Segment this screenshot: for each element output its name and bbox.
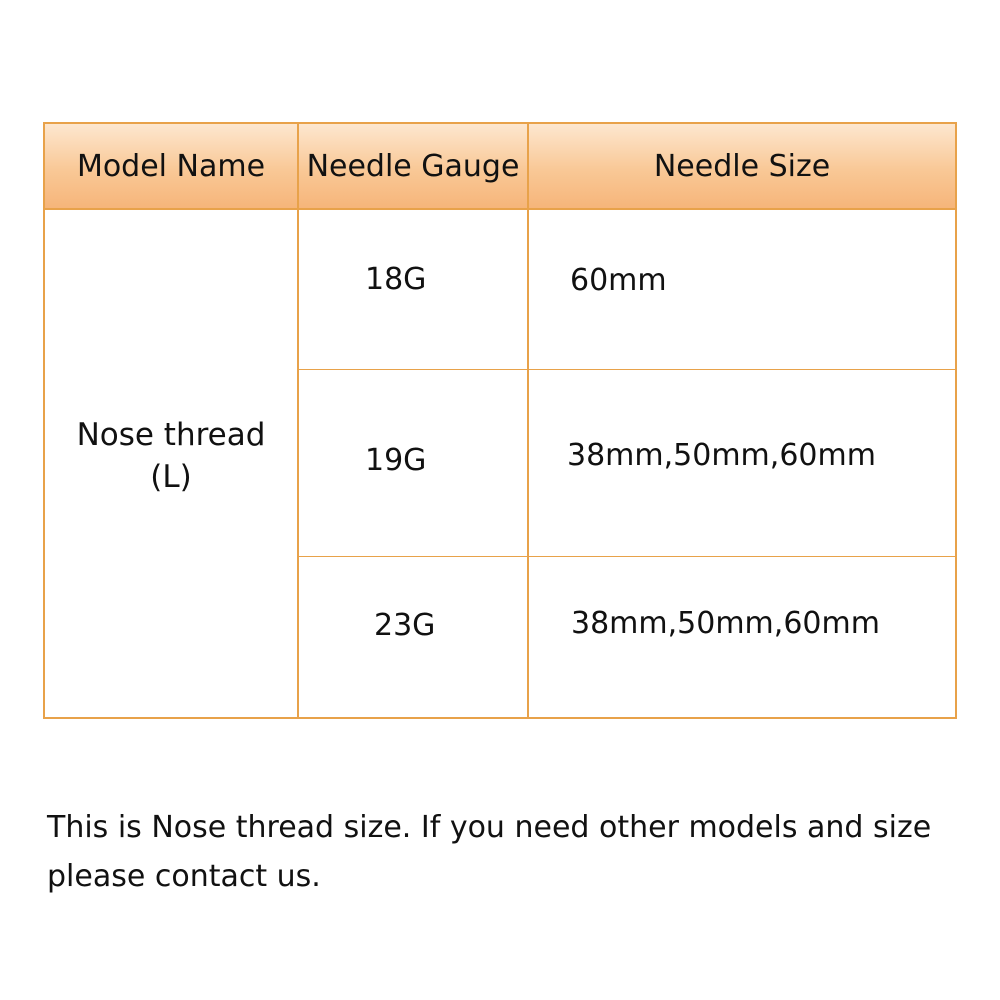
gauge-cell: 19G <box>365 443 427 478</box>
footnote-text: This is Nose thread size. If you need other models and size please contact us. <box>47 810 932 894</box>
gauge-cell: 23G <box>374 608 436 643</box>
header-needle-gauge: Needle Gauge <box>306 148 520 184</box>
size-cell: 38mm,50mm,60mm <box>567 438 876 473</box>
header-needle-size: Needle Size <box>653 148 831 184</box>
row-divider <box>299 556 955 557</box>
row-divider <box>299 369 955 370</box>
table-header-row <box>45 124 955 210</box>
size-cell: 60mm <box>570 263 667 298</box>
gauge-cell: 18G <box>365 262 427 297</box>
model-name-cell <box>45 414 297 498</box>
model-name-suffix: (L) <box>150 459 192 495</box>
model-name-line: Nose thread <box>76 417 266 453</box>
header-model-name: Model Name <box>76 148 266 184</box>
column-divider <box>527 124 529 717</box>
spec-table <box>43 122 957 719</box>
size-cell: 38mm,50mm,60mm <box>571 606 880 641</box>
column-divider <box>297 124 299 717</box>
